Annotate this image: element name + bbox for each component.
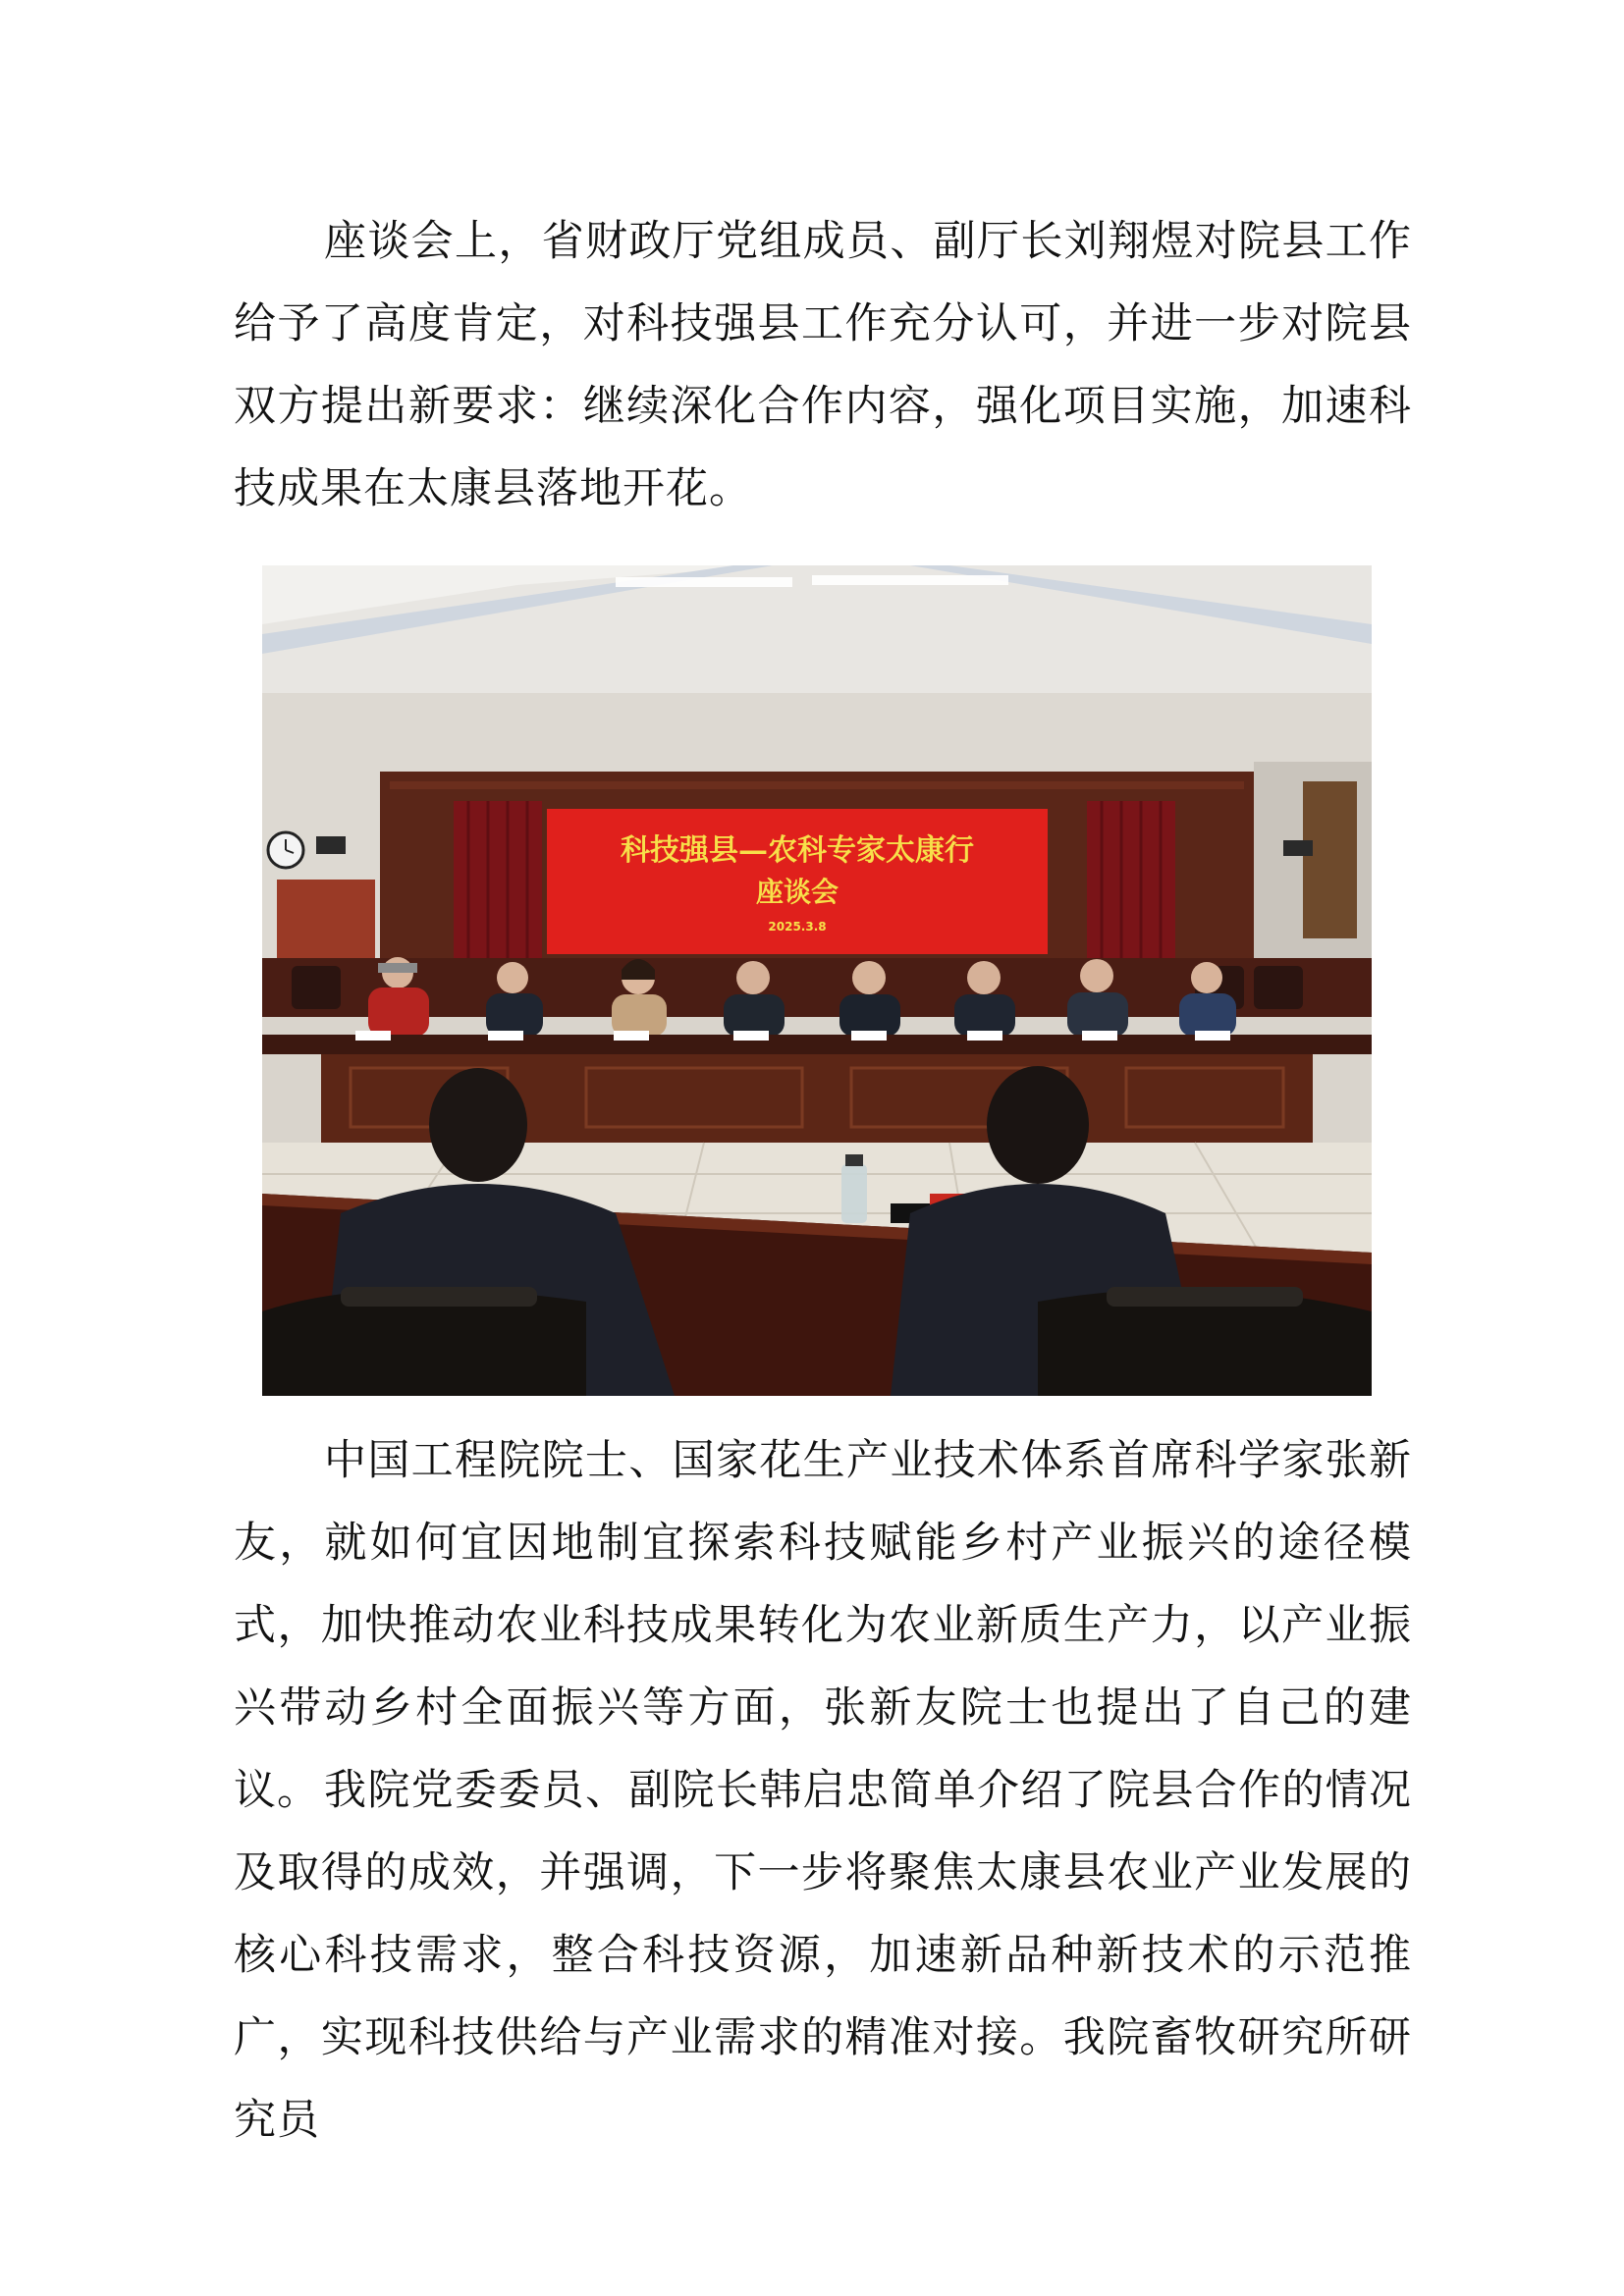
- banner-title: 科技强县—农科专家太康行: [621, 833, 974, 868]
- banner-subtitle: 座谈会: [755, 876, 839, 908]
- paragraph-3: 我院党委委员、副院长韩启忠简单介绍了院县合作的情况及取得的成效，并强调，下一步将聚焦太康县农业产业发展的核心科技需求，整合科技资源，加速新品种新技术的示范推广，实现科技供给与产业需求的精准对接。我院畜牧研究所研究员: [234, 1766, 1412, 2145]
- paragraph-2: 中国工程院院士、国家花生产业技术体系首席科学家张新友，就如何宜因地制宜探索科技赋能乡村产业振兴的途径模式，加快推动农业科技成果转化为农业新质生产力，以产业振兴带动乡村全面振兴等方面，张新友院士也提出了自己的建议。: [234, 1436, 1412, 1815]
- meeting-photo: [262, 565, 1372, 1396]
- paragraph-1: 座谈会上，省财政厅党组成员、副厅长刘翔煜对院县工作给予了高度肯定，对科技强县工作充分认可，并进一步对院县双方提出新要求：继续深化合作内容，强化项目实施，加速科技成果在太康县落地开花。: [234, 217, 1412, 513]
- banner-date: 2025.3.8: [768, 920, 827, 934]
